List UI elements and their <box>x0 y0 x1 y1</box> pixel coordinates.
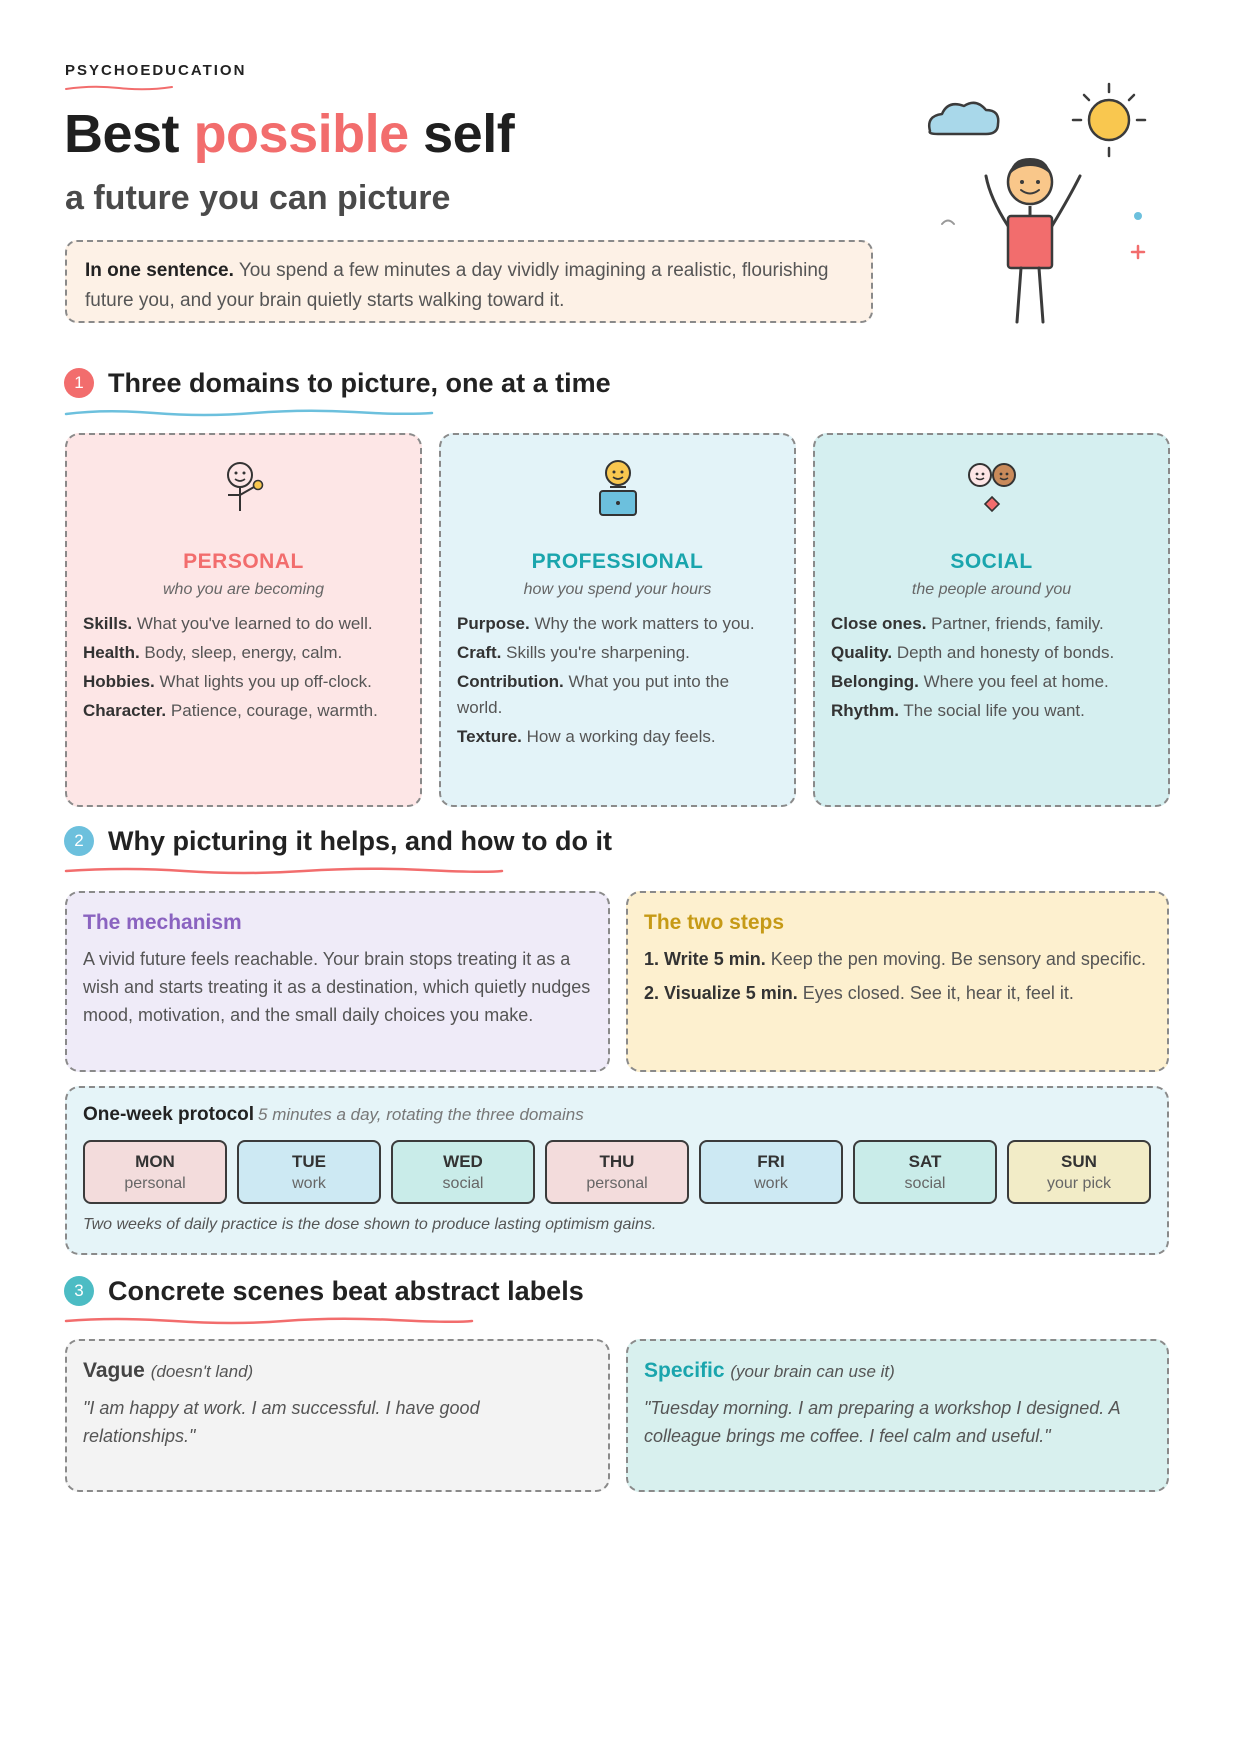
protocol-day-fri <box>699 1140 843 1204</box>
day-focus: social <box>904 1175 946 1192</box>
domain-tagline: how you spend your hours <box>523 581 712 598</box>
domain-card-personal <box>65 433 422 807</box>
protocol-day-wed <box>391 1140 535 1204</box>
protocol-heading: One-week protocol <box>83 1104 255 1125</box>
day-focus: work <box>754 1175 788 1192</box>
steps-card <box>626 891 1169 1072</box>
sparkle-arc-icon <box>942 221 954 225</box>
vague-note: (doesn't land) <box>150 1362 254 1381</box>
step-item: 2. Visualize 5 min. Eyes closed. See it, hear it, feel it. <box>644 983 1074 1003</box>
protocol-day-sat <box>853 1140 997 1204</box>
domain-item: Character. Patience, courage, warmth. <box>83 701 378 720</box>
domain-name: PERSONAL <box>183 550 304 573</box>
day-name: WED <box>443 1152 483 1171</box>
sparkle-plus-icon <box>1132 246 1144 258</box>
domain-item: Purpose. Why the work matters to you. <box>457 614 755 633</box>
day-focus: work <box>292 1175 326 1192</box>
protocol-note: Two weeks of daily practice is the dose shown to produce lasting optimism gains. <box>83 1216 657 1233</box>
section-number: 3 <box>64 1276 94 1306</box>
section-number: 1 <box>64 368 94 398</box>
title-suffix: self <box>423 104 515 164</box>
specific-label: Specific <box>644 1359 725 1382</box>
domain-tagline: the people around you <box>911 581 1072 598</box>
day-focus: personal <box>124 1175 186 1192</box>
cloud-icon <box>929 103 998 134</box>
day-focus: personal <box>586 1175 648 1192</box>
page-title <box>64 102 514 166</box>
mechanism-heading: The mechanism <box>83 911 242 934</box>
mechanism-card <box>65 891 610 1072</box>
day-focus: social <box>442 1175 484 1192</box>
two-people-heart-icon <box>962 457 1022 521</box>
domain-card-professional <box>439 433 796 807</box>
step-item: 1. Write 5 min. Keep the pen moving. Be sensory and specific. <box>644 949 1146 969</box>
hero-illustration <box>920 76 1160 336</box>
section-title: Why picturing it helps, and how to do it <box>108 826 612 856</box>
specific-quote: "Tuesday morning. I am preparing a workshop I designed. A colleague brings me coffee. I feel calm and useful." <box>644 1398 1120 1446</box>
protocol-header <box>83 1102 1151 1128</box>
sun-icon <box>1073 84 1145 156</box>
person-laptop-icon <box>588 457 648 521</box>
vague-header <box>83 1357 592 1386</box>
person-figure-icon <box>986 158 1080 322</box>
domain-item: Craft. Skills you're sharpening. <box>457 643 690 662</box>
specific-note: (your brain can use it) <box>730 1362 895 1381</box>
domain-item: Contribution. What you put into the world. <box>457 672 730 717</box>
specific-header <box>644 1357 1151 1386</box>
vague-label: Vague <box>83 1359 145 1382</box>
section-underline <box>64 408 434 418</box>
person-juggling-icon <box>214 457 274 521</box>
protocol-subheading: 5 minutes a day, rotating the three domains <box>258 1105 584 1124</box>
protocol-card <box>65 1086 1169 1255</box>
domain-item: Quality. Depth and honesty of bonds. <box>831 643 1115 662</box>
domain-tagline: who you are becoming <box>163 581 324 598</box>
day-name: THU <box>599 1152 635 1171</box>
day-name: SAT <box>908 1152 942 1171</box>
vague-quote: "I am happy at work. I am successful. I have good relationships." <box>83 1398 480 1446</box>
day-focus: your pick <box>1046 1175 1112 1192</box>
subtitle: a future you can picture <box>65 179 451 217</box>
specific-card <box>626 1339 1169 1492</box>
section-underline <box>64 1316 474 1326</box>
title-prefix: Best <box>64 104 180 164</box>
domain-item: Rhythm. The social life you want. <box>831 701 1085 720</box>
domain-name: SOCIAL <box>950 550 1033 573</box>
protocol-day-thu <box>545 1140 689 1204</box>
day-name: MON <box>135 1152 175 1171</box>
mechanism-text: A vivid future feels reachable. Your brain stops treating it as a wish and starts treating it as a destination, which quietly nudges mood, motivation, and the small daily choices you make. <box>83 949 591 1025</box>
kicker-underline <box>64 84 174 92</box>
domain-card-social <box>813 433 1170 807</box>
protocol-days <box>83 1140 1151 1204</box>
steps-heading: The two steps <box>644 911 785 934</box>
domain-item: Belonging. Where you feel at home. <box>831 672 1109 691</box>
domain-item: Skills. What you've learned to do well. <box>83 614 373 633</box>
day-name: TUE <box>292 1152 326 1171</box>
title-accent: possible <box>193 104 409 164</box>
summary-box <box>65 240 873 323</box>
vague-card <box>65 1339 610 1492</box>
summary-lead: In one sentence. <box>85 260 234 281</box>
day-name: SUN <box>1061 1152 1097 1171</box>
sparkle-dot-icon <box>1134 212 1142 220</box>
protocol-day-mon <box>83 1140 227 1204</box>
domain-item: Close ones. Partner, friends, family. <box>831 614 1104 633</box>
protocol-day-sun <box>1007 1140 1151 1204</box>
domain-item: Health. Body, sleep, energy, calm. <box>83 643 343 662</box>
day-name: FRI <box>757 1152 785 1171</box>
domain-item: Texture. How a working day feels. <box>457 727 716 746</box>
summary-text: You spend a few minutes a day vividly imagining a realistic, flourishing future you, and your brain quietly starts walking toward it. <box>85 260 829 311</box>
domain-item: Hobbies. What lights you up off-clock. <box>83 672 372 691</box>
section-number: 2 <box>64 826 94 856</box>
section-title: Concrete scenes beat abstract labels <box>108 1276 584 1306</box>
protocol-day-tue <box>237 1140 381 1204</box>
section-title: Three domains to picture, one at a time <box>108 368 611 398</box>
domain-name: PROFESSIONAL <box>531 550 704 573</box>
section-underline <box>64 866 504 876</box>
kicker: PSYCHOEDUCATION <box>65 62 247 79</box>
